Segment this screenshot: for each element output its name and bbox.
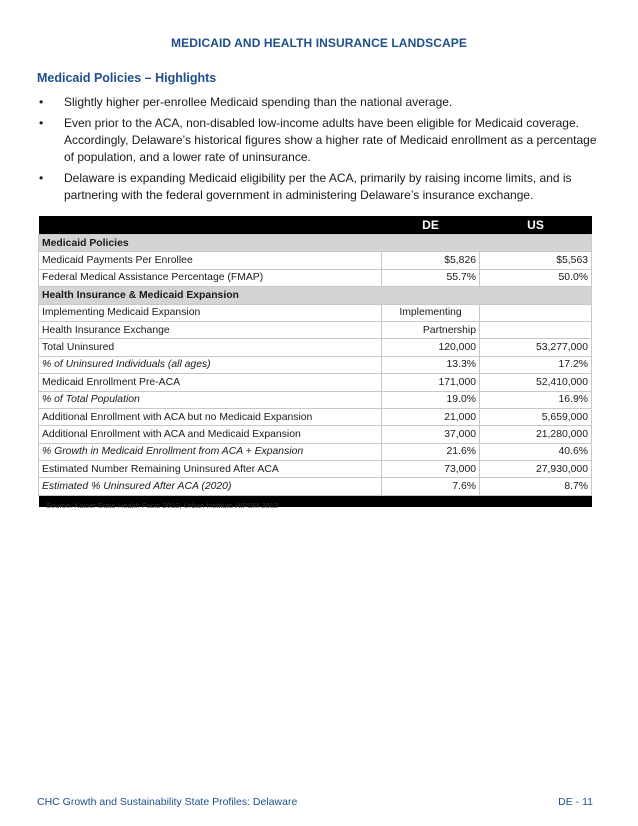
us-value: 17.2%	[480, 356, 592, 373]
us-value: 27,930,000	[480, 461, 592, 478]
us-value: $5,563	[480, 252, 592, 269]
us-value: 8.7%	[480, 478, 592, 495]
table-row	[39, 252, 592, 269]
table-row	[39, 478, 592, 495]
section-label: Medicaid Policies	[39, 235, 592, 252]
row-label: Additional Enrollment with ACA but no Medicaid Expansion	[39, 408, 382, 425]
page-header: MEDICAID AND HEALTH INSURANCE LANDSCAPE	[171, 36, 467, 50]
de-value: 21,000	[382, 408, 480, 425]
de-value: 19.0%	[382, 391, 480, 408]
bullet-item	[37, 170, 597, 204]
us-value: 52,410,000	[480, 374, 592, 391]
row-label: Federal Medical Assistance Percentage (FMAP)	[39, 269, 382, 286]
header-label-cell	[39, 216, 382, 235]
bullet-icon: •	[39, 116, 44, 130]
table-row	[39, 391, 592, 408]
table-header-row	[39, 216, 592, 235]
bullet-item	[37, 94, 597, 111]
de-value: 73,000	[382, 461, 480, 478]
medicaid-table	[38, 216, 592, 507]
table-row	[39, 356, 592, 373]
page-number: DE - 11	[558, 796, 593, 808]
us-value: 50.0%	[480, 269, 592, 286]
de-value: 21.6%	[382, 443, 480, 460]
row-label: Medicaid Enrollment Pre-ACA	[39, 374, 382, 391]
footer-title: CHC Growth and Sustainability State Profiles: Delaware	[37, 796, 298, 808]
de-value: 55.7%	[382, 269, 480, 286]
table-row	[39, 461, 592, 478]
bullet-item	[37, 115, 597, 166]
us-value: 40.6%	[480, 443, 592, 460]
row-label: Health Insurance Exchange	[39, 321, 382, 338]
us-value	[480, 321, 592, 338]
row-label: % of Uninsured Individuals (all ages)	[39, 356, 382, 373]
table-row	[39, 321, 592, 338]
table-row	[39, 426, 592, 443]
table-row	[39, 443, 592, 460]
row-label: Estimated Number Remaining Uninsured After ACA	[39, 461, 382, 478]
de-value: Partnership	[382, 321, 480, 338]
table-section-row	[39, 287, 592, 304]
de-value: 120,000	[382, 339, 480, 356]
bullet-text: Delaware is expanding Medicaid eligibility per the ACA, primarily by raising income limits, and is partnering with the federal government in administering Delaware’s insurance exchange.	[64, 171, 572, 202]
bullet-text: Even prior to the ACA, non-disabled low-income adults have been eligible for Medicaid coverage. Accordingly, Delaware’s historical figures show a higher rate of Medicaid enrollment as a percentage of population, and a lower rate of uninsurance.	[64, 116, 597, 164]
de-value: 13.3%	[382, 356, 480, 373]
us-value: 5,659,000	[480, 408, 592, 425]
section-label: Health Insurance & Medicaid Expansion	[39, 287, 592, 304]
row-label: % Growth in Medicaid Enrollment from ACA + Expansion	[39, 443, 382, 460]
bullet-icon: •	[39, 95, 44, 109]
us-value: 53,277,000	[480, 339, 592, 356]
source-note: Source: Kaiser State Health Facts 2012, Urban Institute HIPSM 2012	[46, 501, 279, 510]
de-value: $5,826	[382, 252, 480, 269]
table-row	[39, 269, 592, 286]
row-label: Estimated % Uninsured After ACA (2020)	[39, 478, 382, 495]
table-row	[39, 339, 592, 356]
de-value: Implementing	[382, 304, 480, 321]
de-value: 37,000	[382, 426, 480, 443]
us-value: 16.9%	[480, 391, 592, 408]
de-value: 7.6%	[382, 478, 480, 495]
table-row	[39, 374, 592, 391]
table-row	[39, 304, 592, 321]
header-us: US	[480, 216, 592, 235]
header-de: DE	[382, 216, 480, 235]
row-label: Implementing Medicaid Expansion	[39, 304, 382, 321]
highlights-list	[37, 94, 597, 208]
de-value: 171,000	[382, 374, 480, 391]
table-section-row	[39, 235, 592, 252]
row-label: Additional Enrollment with ACA and Medicaid Expansion	[39, 426, 382, 443]
row-label: % of Total Population	[39, 391, 382, 408]
us-value: 21,280,000	[480, 426, 592, 443]
bullet-text: Slightly higher per-enrollee Medicaid spending than the national average.	[64, 95, 453, 109]
row-label: Medicaid Payments Per Enrollee	[39, 252, 382, 269]
us-value	[480, 304, 592, 321]
table-row	[39, 408, 592, 425]
bullet-icon: •	[39, 171, 44, 185]
row-label: Total Uninsured	[39, 339, 382, 356]
section-title: Medicaid Policies – Highlights	[37, 71, 217, 85]
